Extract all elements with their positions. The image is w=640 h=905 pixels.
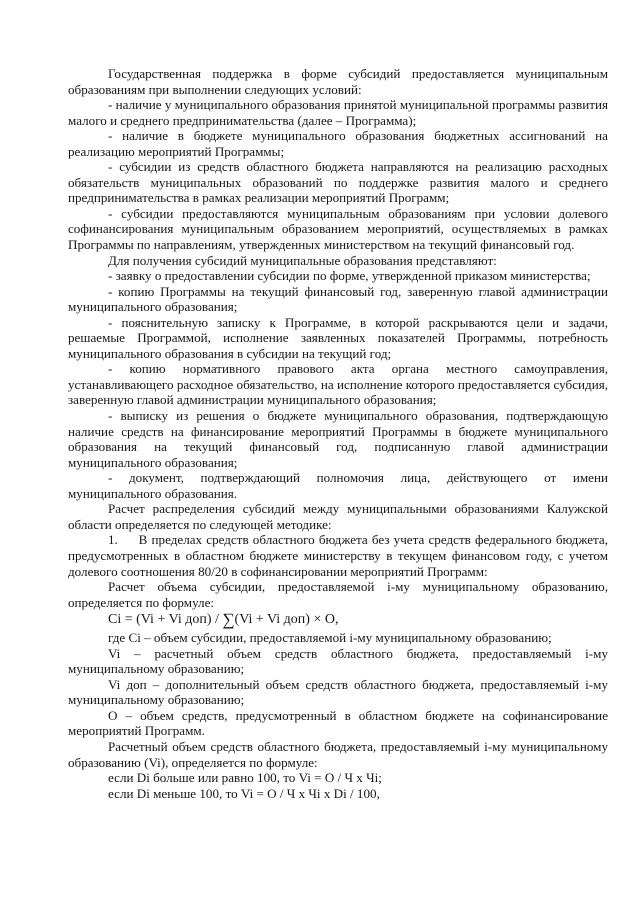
paragraph-document-program-copy: - копию Программы на текущий финансовый год, заверенную главой администрации муниципального образования; xyxy=(68,283,608,315)
paragraph-cofinancing: - субсидии предоставляются муниципальным образованиям при условии долевого софинансирования муниципальным образованием мероприятий, осуществляемых в рамках Программы по направлениям, утвержденных министерством на текущий финансовый год. xyxy=(68,205,608,253)
paragraph-vi-definition: Vi – расчетный объем средств областного бюджета, предоставляемый i-му муниципальному образованию; xyxy=(68,645,608,677)
subsidy-formula xyxy=(68,610,608,630)
paragraph-document-application: - заявку о предоставлении субсидии по форме, утвержденной приказом министерства; xyxy=(108,268,591,284)
paragraph-method-item-1: 1. В пределах средств областного бюджета без учета средств федерального бюджета, предусмотренных в областном бюджете министерству в текущем финансовом году, с учетом долевого соотношения 80/20 в софинансировании мероприятий Программ: xyxy=(68,532,608,579)
paragraph-condition-program: - наличие у муниципального образования принятой муниципальной программы развития малого и среднего предпринимательства (далее – Программа); xyxy=(68,97,608,128)
paragraph-o-definition: О – объем средств, предусмотренный в областном бюджете на софинансирование мероприятий Программ. xyxy=(68,707,608,739)
sum-symbol: ∑ xyxy=(222,610,235,630)
paragraph-document-explanatory-note: - пояснительную записку к Программе, в которой раскрываются цели и задачи, решаемые Программой, исполнение заявленных показателей Программы, потребность муниципального образования в субсидии на текущий год; xyxy=(68,314,608,361)
paragraph-condition-di-lt-100: если Di меньше 100, то Vi = O / Ч x Чi x Di / 100, xyxy=(108,785,380,801)
paragraph-documents-intro: Для получения субсидий муниципальные образования представляют: xyxy=(108,252,497,268)
paragraph-subsidy-calculation: Расчет объема субсидии, предоставляемой i-му муниципальному образованию, определяется по формуле: xyxy=(68,579,608,610)
paragraph-distribution-method: Расчет распределения субсидий между муниципальными образованиями Калужской области определяется по следующей методике: xyxy=(68,501,608,532)
paragraph-document-budget-extract: - выписку из решения о бюджете муниципального образования, подтверждающую наличие средств на финансирование мероприятий Программы в бюджете муниципального образования на текущий финансовый год, подписанную главой администрации муниципального образования; xyxy=(68,408,608,470)
paragraph-document-authority: - документ, подтверждающий полномочия лица, действующего от имени муниципального образования. xyxy=(68,470,608,501)
paragraph-vi-calculation: Расчетный объем средств областного бюджета, предоставляемый i-му муниципальному образованию (Vi), определяется по формуле: xyxy=(68,738,608,770)
formula-left: Ci = (Vi + Vi доп) / xyxy=(108,612,223,628)
paragraph-ci-definition: где Ci – объем субсидии, предоставляемой i-му муниципальному образованию; xyxy=(108,630,552,646)
paragraph-condition-budget: - наличие в бюджете муниципального образования бюджетных ассигнований на реализацию мероприятий Программы; xyxy=(68,128,608,159)
document-page xyxy=(68,66,608,801)
paragraph-support-conditions: Государственная поддержка в форме субсидий предоставляется муниципальным образованиям при выполнении следующих условий: xyxy=(68,66,608,97)
paragraph-vi-dop-definition: Vi доп – дополнительный объем средств областного бюджета, предоставляемый i-му муниципальному образованию; xyxy=(68,676,608,708)
formula-right: (Vi + Vi доп) × O, xyxy=(234,612,339,628)
paragraph-subsidy-purpose: - субсидии из средств областного бюджета направляются на реализацию расходных обязательств муниципальных образований по поддержке развития малого и среднего предпринимательства в рамках реализации мероприятий Программ; xyxy=(68,159,608,206)
paragraph-condition-di-ge-100: если Di больше или равно 100, то Vi = O / Ч x Чi; xyxy=(108,770,382,786)
paragraph-document-normative-act: - копию нормативного правового акта органа местного самоуправления, устанавливающего расходное обязательство, на исполнение которого предоставляется субсидия, заверенную главой администрации муниципального образования; xyxy=(68,361,608,408)
